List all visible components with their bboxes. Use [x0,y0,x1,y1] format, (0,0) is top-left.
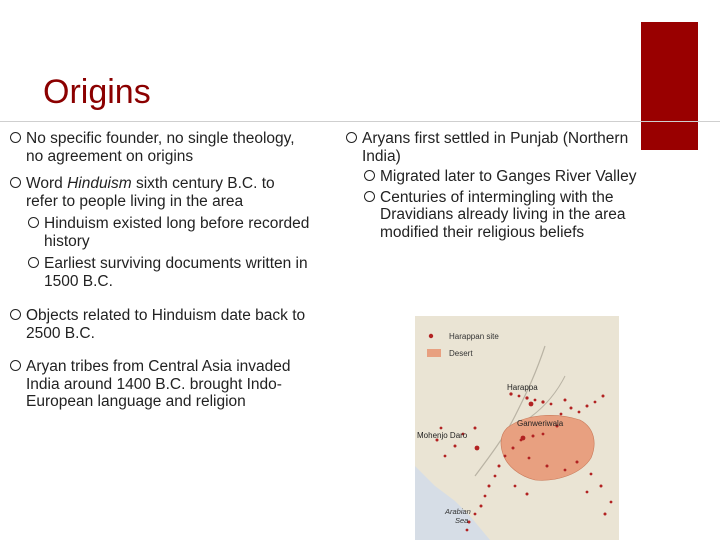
site-mohenjo-daro-marker-icon [475,446,480,451]
bullet-ring-icon [10,360,21,371]
bullet-ring-icon [28,257,39,268]
bullet-ring-icon [28,217,39,228]
bullet-aryans-punjab [346,130,666,165]
bullet-text: No specific founder, no single theology, no agreement on origins [26,130,295,165]
site-ganweriwala-marker-icon [521,436,526,441]
bullet-no-founder [10,130,310,165]
bullet-text: Aryans first settled in Punjab (Northern India) [362,130,629,165]
site-harappa-marker-icon [529,402,534,407]
bullet-text: Objects related to Hinduism date back to 2500 B.C. [26,307,306,342]
bullet-text-post: sixth century B.C. to refer to people living in the area [26,175,275,210]
bullet-text: Aryan tribes from Central Asia invaded India around 1400 B.C. brought Indo-European language and religion [26,358,291,410]
bullet-aryan-tribes [10,358,310,411]
harappan-sites-map [415,316,619,540]
slide-title: Origins [43,73,151,111]
bullet-text-pre: Word [26,175,68,192]
legend-site-label: Harappan site [449,332,499,341]
bullet-word-hinduism [10,175,310,210]
bullet-ring-icon [364,191,375,202]
subbullet-migrated-ganges [364,168,666,186]
bullet-ring-icon [10,132,21,143]
bullet-text-emphasis: Hinduism [67,175,132,192]
bullet-text: Migrated later to Ganges River Valley [380,168,637,185]
bullet-ring-icon [364,170,375,181]
bullet-objects-date [10,307,310,342]
subbullet-intermingling [364,189,666,242]
map-label-harappa: Harappa [507,383,538,392]
map-label-sea-line1: Arabian [445,507,471,516]
bullet-text: Earliest surviving documents written in 1500 B.C. [44,255,308,290]
bullet-text: Hinduism existed long before recorded history [44,215,310,250]
left-column [10,130,310,411]
legend-site-marker-icon [429,334,433,338]
legend-desert-label: Desert [449,349,473,358]
title-divider [0,121,720,122]
map-label-mohenjo-daro: Mohenjo Daro [417,431,468,440]
map-label-sea-line2: Sea [455,516,469,525]
legend-desert-swatch [427,349,441,357]
bullet-ring-icon [346,132,357,143]
map-sea-area [415,466,490,540]
bullet-ring-icon [10,177,21,188]
map-svg [415,316,619,540]
bullet-ring-icon [10,309,21,320]
subbullet-earliest-documents [28,255,310,290]
right-column [346,130,666,241]
bullet-text: Centuries of intermingling with the Dravidians already living in the area modified their religious beliefs [380,188,626,241]
map-label-ganweriwala: Ganweriwala [517,419,564,428]
subbullet-existed-before-history [28,215,310,250]
